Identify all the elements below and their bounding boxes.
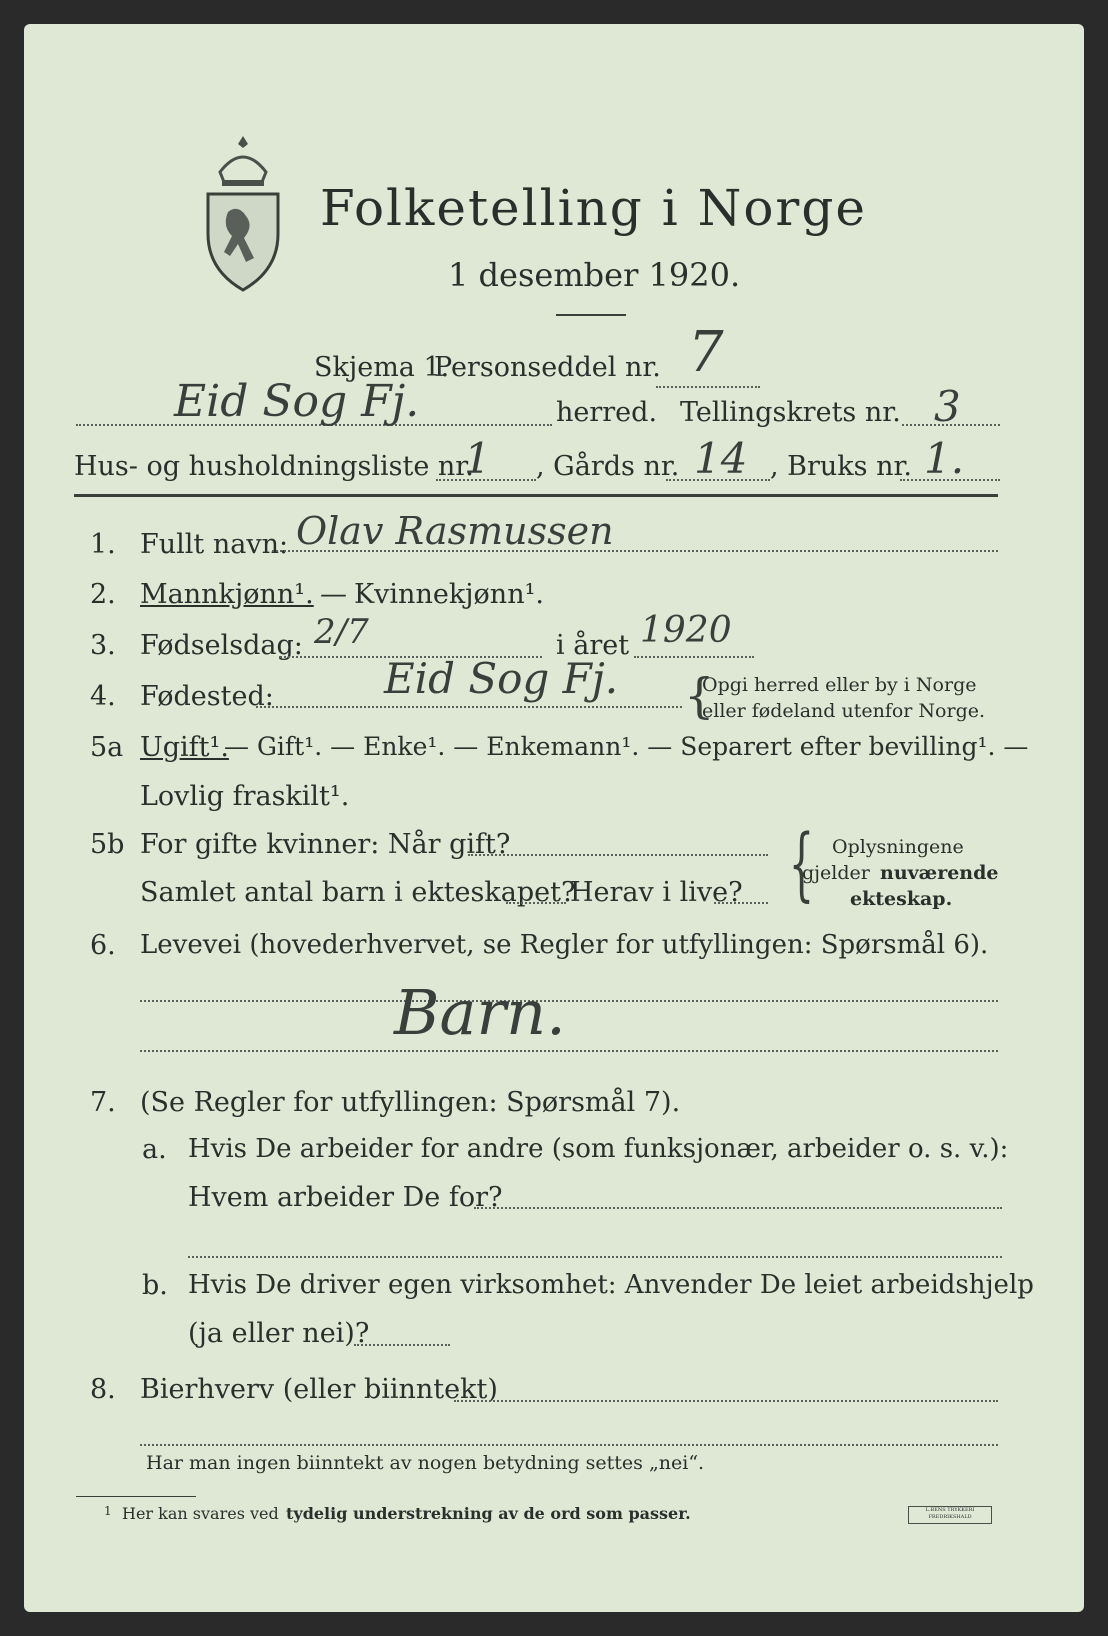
q3-year-line [634, 656, 754, 658]
coat-of-arms-icon [202, 132, 284, 292]
schema-label: Skjema 1. [314, 352, 450, 383]
gards-value: 14 [694, 434, 748, 483]
q1-label: Fullt navn: [140, 529, 289, 560]
footnote-text-a: Her kan svares ved [122, 1504, 279, 1523]
q5b-note-2a: gjelder [802, 862, 870, 884]
title-divider [556, 314, 626, 316]
q5a-line-2: Lovlig fraskilt¹. [140, 781, 350, 812]
q4-line [256, 706, 682, 708]
q3-year-label: i året [556, 630, 630, 661]
q5b-line-2b: Herav i live? [570, 877, 743, 908]
q5a-ugift: Ugift¹. [140, 732, 229, 763]
husliste-label: Hus- og husholdningsliste nr. [74, 451, 474, 482]
herred-label: herred. [556, 397, 658, 428]
q1-value: Olav Rasmussen [296, 509, 614, 553]
q7-number: 7. [90, 1087, 116, 1118]
printer-stamp [908, 1506, 992, 1524]
personseddel-label: Personseddel nr. [434, 352, 661, 383]
q5a-options: — Gift¹. — Enke¹. — Enkemann¹. — Separert efter bevilling¹. — [224, 732, 1029, 761]
q4-label: Fødested: [140, 681, 274, 712]
q5b-barn-line [506, 902, 566, 904]
q7a-line-1: Hvis De arbeider for andre (som funksjonær, arbeider o. s. v.): [188, 1134, 1009, 1164]
q2-female: Kvinnekjønn¹. [354, 579, 544, 610]
q4-note-1: Opgi herred eller by i Norge [702, 674, 977, 696]
header-divider [74, 494, 998, 497]
footer-divider [76, 1496, 196, 1497]
bruks-label: , Bruks nr. [770, 451, 913, 482]
footnote-mark: 1 [104, 1504, 112, 1518]
q4-number: 4. [90, 681, 116, 712]
q7b-line-1: Hvis De driver egen virksomhet: Anvender De leiet arbeidshjelp [188, 1270, 1034, 1300]
q7b-letter: b. [142, 1270, 168, 1301]
q7b-line-2: (ja eller nei)? [188, 1318, 370, 1349]
q4-value: Eid Sog Fj. [384, 654, 619, 703]
q5b-note-1: Oplysningene [832, 836, 964, 858]
q1-number: 1. [90, 529, 116, 560]
q7b-answer-line [354, 1344, 450, 1346]
q5b-brace: { [788, 817, 815, 910]
q5b-line-1: For gifte kvinner: Når gift? [140, 829, 511, 860]
printer-stamp-text: L.BENS TRYKKERI FREDRIKSHALD [925, 1507, 975, 1520]
q2-male: Mannkjønn¹. [140, 579, 314, 610]
husliste-value: 1 [464, 434, 491, 483]
q7-label: (Se Regler for utfyllingen: Spørsmål 7). [140, 1087, 681, 1118]
q4-brace: { [684, 668, 715, 724]
q5b-gift-line [468, 854, 768, 856]
q5b-note-2b: nuværende [880, 862, 999, 884]
q8-label: Bierhverv (eller biinntekt) [140, 1374, 498, 1405]
q7a-line-2: Hvem arbeider De for? [188, 1182, 503, 1213]
footer-note: Har man ingen biinntekt av nogen betydning settes „nei“. [146, 1452, 705, 1474]
q6-line-2 [140, 1050, 998, 1052]
q6-value: Barn. [394, 976, 566, 1049]
tellingskrets-label: Tellingskrets nr. [680, 397, 901, 428]
form-date: 1 desember 1920. [448, 256, 741, 294]
census-form [24, 24, 1084, 1612]
personseddel-line [656, 386, 760, 388]
q7a-line-b [188, 1256, 1002, 1258]
q5b-number: 5b [90, 829, 125, 860]
footnote-text-b: tydelig understrekning av de ord som passer. [286, 1504, 691, 1523]
q8-line-2 [140, 1444, 998, 1446]
q2-number: 2. [90, 579, 116, 610]
q5a-number: 5a [90, 732, 124, 763]
q3-year-value: 1920 [640, 610, 732, 651]
q5b-live-line [714, 902, 768, 904]
gards-label: , Gårds nr. [536, 451, 680, 482]
herred-value: Eid Sog Fj. [174, 376, 420, 427]
q5b-note-3: ekteskap. [850, 888, 953, 910]
q8-number: 8. [90, 1374, 116, 1405]
form-title: Folketelling i Norge [320, 179, 867, 237]
q6-line-1 [140, 1000, 998, 1002]
q8-line-1 [454, 1400, 998, 1402]
q6-number: 6. [90, 930, 116, 961]
q6-label: Levevei (hovederhvervet, se Regler for utfyllingen: Spørsmål 6). [140, 930, 989, 960]
q5b-line-2a: Samlet antal barn i ekteskapet? [140, 877, 576, 908]
q7a-line-a [474, 1207, 1002, 1209]
tellingskrets-value: 3 [934, 382, 961, 431]
q3-value: 2/7 [314, 612, 369, 652]
q4-note-2: eller fødeland utenfor Norge. [702, 700, 986, 722]
q7a-letter: a. [142, 1134, 167, 1165]
q3-label: Fødselsdag: [140, 630, 303, 661]
q3-number: 3. [90, 630, 116, 661]
q2-separator: — [320, 579, 347, 610]
personseddel-value: 7 [688, 320, 724, 385]
bruks-value: 1. [924, 434, 965, 483]
